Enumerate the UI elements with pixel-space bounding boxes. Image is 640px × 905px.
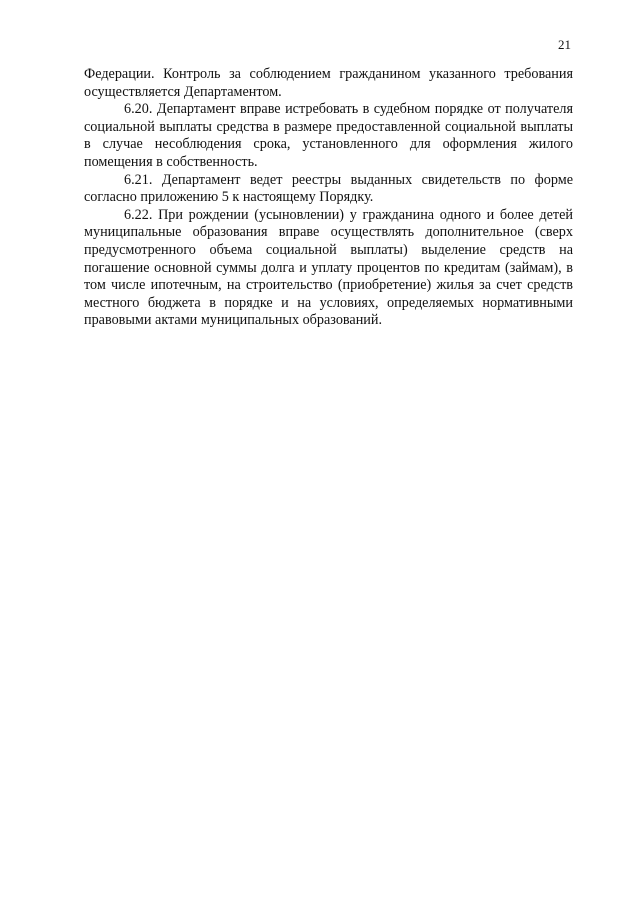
- paragraph-6-21: 6.21. Департамент ведет реестры выданных свидетельств по форме согласно приложению 5 к настоящему Порядку.: [84, 171, 573, 206]
- page-number: 21: [558, 37, 571, 52]
- document-body: [84, 66, 573, 330]
- paragraph-6-22: 6.22. При рождении (усыновлении) у гражданина одного и более детей муниципальные образования вправе осуществлять дополнительное (сверх предусмотренного объема социальной выплаты) выделение средств на погашение основной суммы долга и уплату процентов по кредитам (займам), в том числе ипотечным, на строительство (приобретение) жилья за счет средств местного бюджета в порядке и на условиях, определяемых нормативными правовыми актами муниципальных образований.: [84, 206, 573, 329]
- paragraph-6-20: 6.20. Департамент вправе истребовать в судебном порядке от получателя социальной выплаты средства в размере предоставленной социальной выплаты в случае несоблюдения срока, установленного для оформления жилого помещения в собственность.: [84, 101, 573, 170]
- paragraph-continuation: Федерации. Контроль за соблюдением гражданином указанного требования осуществляется Департаментом.: [84, 66, 573, 100]
